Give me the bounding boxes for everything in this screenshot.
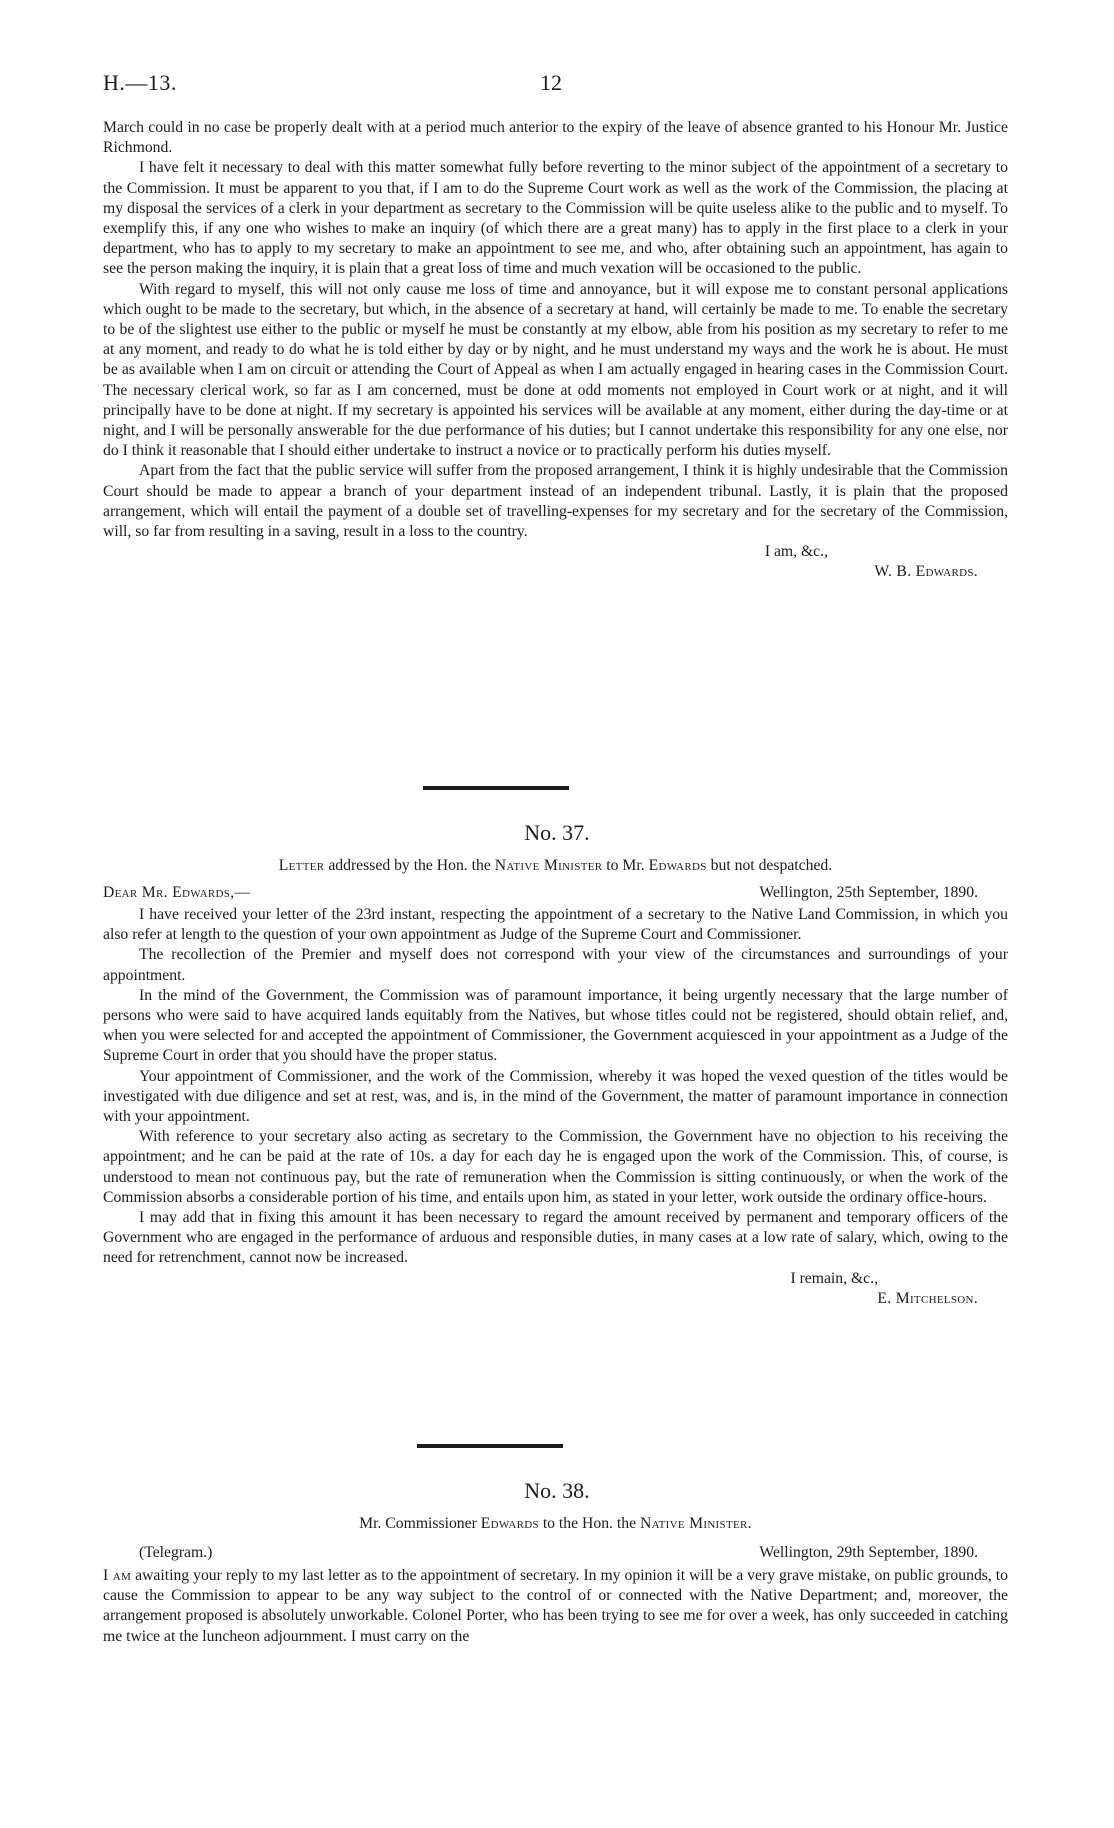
paragraph: With regard to myself, this will not only cause me loss of time and annoyance, but it will expose me to constant personal applications which ought to be made to the secretary, but which, in the absence of a secretary at hand, will certainly be made to me. To enable the secretary to be of the slightest use either to the public or myself he must be constantly at my elbow, able from his position as my secretary to refer to me at any moment, and ready to do what he is told either by day or by night, and he must understand my ways and the work he is about. He must be as available when I am on circuit or attending the Court of Appeal as when I am actually engaged in hearing cases in the Commission Court. The necessary clerical work, so far as I am concerned, must be done at odd moments not employed in Court work or at night, and it will principally have to be done at night. If my secretary is appointed his services will be available at any moment, either during the day-time or at night, and I will be personally answerable for the due performance of his duties; but I cannot undertake this responsibility for any one else, nor do I think it reasonable that I should either undertake to instruct a novice or to practically perform his duties myself. <box>103 280 1008 460</box>
section-subheading-37: Letter addressed by the Hon. the Native Minister to Mr. Edwards but not despatched. <box>278 857 833 874</box>
telegram-label: (Telegram.) <box>139 1544 213 1561</box>
closing: I remain, &c., <box>790 1269 878 1287</box>
salutation-row <box>103 884 1008 904</box>
paragraph: The recollection of the Premier and myself does not correspond with your view of the circumstances and surroundings of your appointment. <box>103 946 1008 984</box>
paragraph: Your appointment of Commissioner, and the work of the Commission, whereby it was hoped the vexed question of the titles would be investigated with due diligence and set at rest, was, and is, in the mind of the Government, the matter of paramount importance in connection with your appointment. <box>103 1067 1008 1126</box>
place-date: Wellington, 29th September, 1890. <box>759 1544 978 1561</box>
section-divider <box>423 786 569 790</box>
section-subheading-38: Mr. Commissioner Edwards to the Hon. the Native Minister. <box>359 1515 752 1532</box>
place-date: Wellington, 25th September, 1890. <box>759 884 978 901</box>
salutation: Dear Mr. Edwards,— <box>103 884 251 901</box>
section-heading-37: No. 37. <box>524 820 590 845</box>
paragraph: March could in no case be properly dealt with at a period much anterior to the expiry of the leave of absence granted to his Honour Mr. Justice Richmond. <box>103 119 1008 157</box>
signature: E. Mitchelson. <box>877 1289 978 1307</box>
paragraph: I have received your letter of the 23rd instant, respecting the appointment of a secretary to the Native Land Commission, in which you also refer at length to the question of your own appointment as Judge of the Supreme Court and Commissioner. <box>103 906 1008 944</box>
paragraph: In the mind of the Government, the Commission was of paramount importance, it being urgently necessary that the large number of persons who were said to have acquired lands equitably from the Natives, but whose titles could not be registered, should obtain relief, and, when you were selected for and accepted the appointment of Commissioner, the Government acquiesced in your appointment as a Judge of the Supreme Court in order that you should have the proper status. <box>103 986 1008 1065</box>
telegram-38-body <box>103 1566 1008 1647</box>
paragraph: With reference to your secretary also acting as secretary to the Commission, the Government have no objection to his receiving the appointment; and he can be paid at the rate of 10s. a day for each day he is engaged upon the work of the Commission. This, of course, is understood to mean not continuous pay, but the rate of remuneration when the Commission is sitting continuously, or when the work of the Commission absorbs a considerable portion of his time, and entails upon him, as stated in your letter, work outside the ordinary office-hours. <box>103 1128 1008 1206</box>
document-reference: H.—13. <box>103 70 177 95</box>
paragraph: I may add that in fixing this amount it has been necessary to regard the amount received by permanent and temporary officers of the Government who are engaged in the performance of arduous and responsible duties, in many cases at a low rate of salary, which, owing to the need for retrenchment, cannot now be increased. <box>103 1209 1008 1267</box>
closing: I am, &c., <box>764 543 828 561</box>
page-number: 12 <box>540 70 562 95</box>
signature: W. B. Edwards. <box>874 563 978 581</box>
paragraph: I am awaiting your reply to my last letter as to the appointment of secretary. In my opinion it will be a very grave mistake, on public grounds, to cause the Commission to appear to be any way subject to the control of or connected with the Native Department; and, moreover, the arrangement proposed is absolutely unworkable. Colonel Porter, who has been trying to see me for over a week, has only succeeded in catching me twice at the luncheon adjournment. I must carry on the <box>103 1567 1009 1645</box>
letter-37-body <box>103 905 1008 1309</box>
letter-continuation <box>103 118 1008 583</box>
paragraph: I have felt it necessary to deal with this matter somewhat fully before reverting to the minor subject of the appointment of a secretary to the Commission. It must be apparent to you that, if I am to do the Supreme Court work as well as the work of the Commission, the placing at my disposal the services of a clerk in your department as secretary to the Commission will be quite useless alike to the public and to myself. To exemplify this, if any one who wishes to make an inquiry (of which there are a great many) has to apply in the first place to a clerk in your department, who has to apply to my secretary to make an appointment to see me, and who, after obtaining such an appointment, has again to see the person making the inquiry, it is plain that a great loss of time and much vexation will be occasioned to the public. <box>103 159 1008 278</box>
paragraph: Apart from the fact that the public service will suffer from the proposed arrangement, I think it is highly undesirable that the Commission Court should be made to appear a branch of your department instead of an independent tribunal. Lastly, it is plain that the proposed arrangement, which will entail the payment of a double set of travelling-expenses for my secretary and for the secretary of the Commission, will, so far from resulting in a saving, result in a loss to the country. <box>103 462 1008 541</box>
section-heading-38: No. 38. <box>524 1478 590 1503</box>
telegram-row <box>103 1544 1008 1564</box>
section-divider <box>417 1444 563 1448</box>
